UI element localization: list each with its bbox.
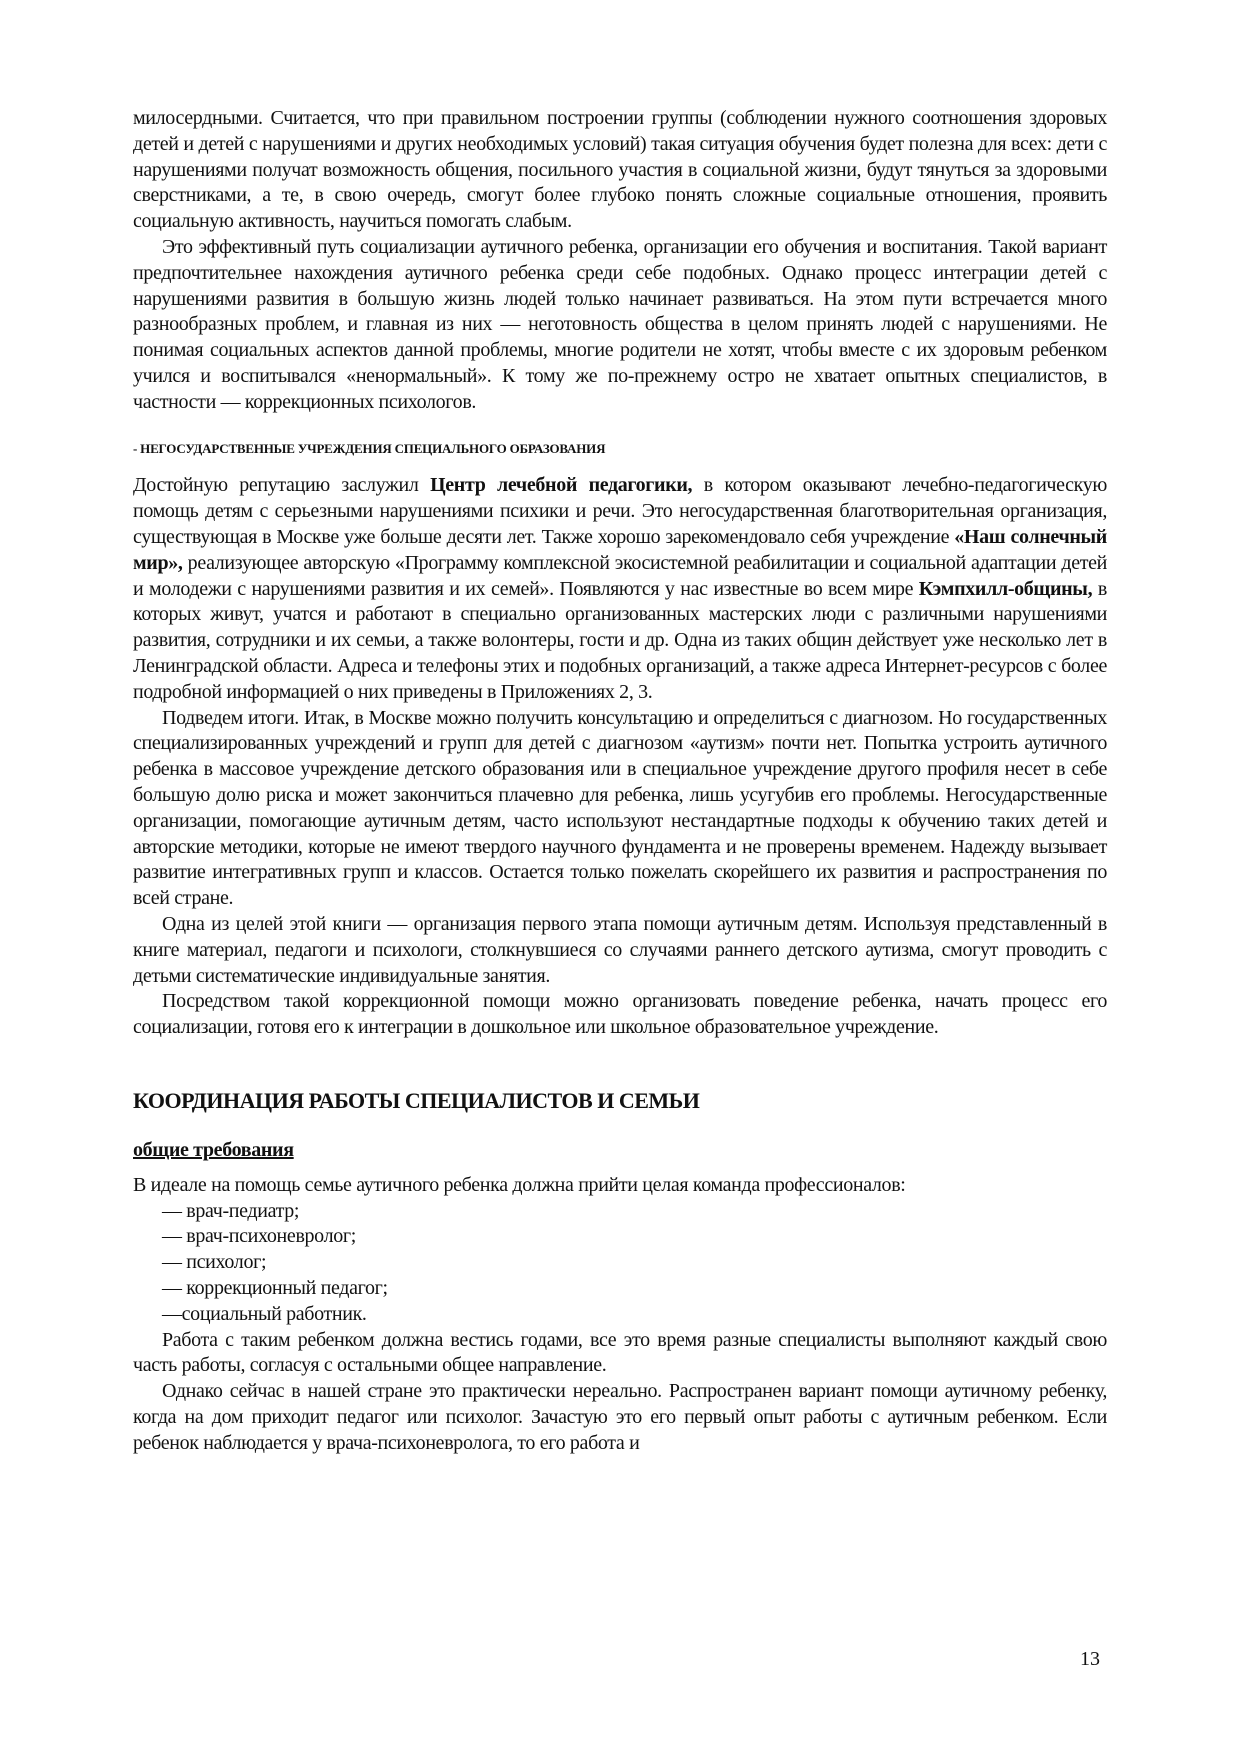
paragraph: Посредством такой коррекционной помощи можно организовать поведение ребенка, начать процесс его социализации, готовя его к интеграции в дошкольное или школьное образовательное учреждение. xyxy=(133,990,1107,1039)
bold-text: «Наш солнечный мир», xyxy=(133,525,1107,574)
paragraph: В идеале на помощь семье аутичного ребенка должна прийти целая команда профессионалов: xyxy=(133,1173,906,1196)
paragraph xyxy=(133,473,1107,705)
bold-text: Кэмпхилл-общины, xyxy=(918,577,1093,600)
paragraph: Одна из целей этой книги — организация первого этапа помощи аутичным детям. Используя представленный в книге материал, педагоги и психологи, столкнувшиеся со случаями раннего детского аутизма, смогут проводить с детьми систематические индивидуальные занятия. xyxy=(133,912,1107,987)
text: реализующее авторскую «Программу комплексной экосистемной реабилитации и социальной адаптации детей и молодежи с нарушениями развития и их семей». Появляются у нас известные во всем мире xyxy=(133,551,1107,600)
paragraph: Подведем итоги. Итак, в Москве можно получить консультацию и определиться с диагнозом. Но государственных специализированных учреждений и групп для детей с диагнозом «аутизм» почти нет. Попытка устроить аутичного ребенка в массовое учреждение детского образования или в специальное учреждение другого профиля несет в себе большую долю риска и может закончиться плачевно для ребенка, лишь усугубив его проблемы. Негосударственные организации, помогающие аутичным детям, часто используют нестандартные подходы к обучению таких детей и авторские методики, которые не имеют твердого научного фундамента и не проверены временем. Надежду вызывает развитие интегративных групп и классов. Остается только пожелать скорейшего их развития и распространения по всей стране. xyxy=(133,706,1107,910)
text: в котором оказывают лечебно-педагогическую помощь детям с серьезными нарушениями психики и речи. Это негосударственная благотворительная организация, существующая в Москве уже больше десяти лет. Также хорошо зарекомендовало себя учреждение xyxy=(133,474,1108,548)
text: Достойную репутацию заслужил xyxy=(133,474,431,497)
page-number: 13 xyxy=(1080,1648,1100,1670)
section-caption: - НЕГОСУДАРСТВЕННЫЕ УЧРЕЖДЕНИЯ СПЕЦИАЛЬНОГО ОБРАЗОВАНИЯ xyxy=(133,440,606,456)
list-item: — врач-психоневролог; xyxy=(162,1225,356,1248)
subheading: общие требования xyxy=(133,1138,294,1161)
section-heading: КООРДИНАЦИЯ РАБОТЫ СПЕЦИАЛИСТОВ И СЕМЬИ xyxy=(133,1087,700,1113)
paragraph: Это эффективный путь социализации аутичного ребенка, организации его обучения и воспитания. Такой вариант предпочтительнее нахождения аутичного ребенка среди себе подобных. Однако процесс интеграции детей с нарушениями развития в большую жизнь людей только начинает развиваться. На этом пути встречается много разнообразных проблем, и главная из них — неготовность общества в целом принять людей с нарушениями. Не понимая социальных аспектов данной проблемы, многие родители не хотят, чтобы вместе с их здоровым ребенком учился и воспитывался «ненормальный». К тому же по-прежнему остро не хватает опытных специалистов, в частности — коррекционных психологов. xyxy=(133,235,1107,413)
text: в которых живут, учатся и работают в специально организованных мастерских люди с различными нарушениями развития, сотрудники и их семьи, а также волонтеры, гости и др. Одна из таких общин действует уже несколько лет в Ленинградской области. Адреса и телефоны этих и подобных организаций, а также адреса Интернет-ресурсов с более подробной информацией о них приведены в Приложениях 2, 3. xyxy=(133,577,1107,703)
list-item: — коррекционный педагог; xyxy=(162,1277,388,1300)
bold-text: Центр лечебной педагогики, xyxy=(430,474,693,497)
list-item: —социальный работник. xyxy=(162,1302,367,1325)
paragraph: Работа с таким ребенком должна вестись годами, все это время разные специалисты выполняют каждый свою часть работы, согласуя с остальными общее направление. xyxy=(133,1328,1107,1377)
list-item: — врач-педиатр; xyxy=(162,1199,300,1222)
paragraph: милосердными. Считается, что при правильном построении группы (соблюдении нужного соотношения здоровых детей и детей с нарушениями и других необходимых условий) такая ситуация обучения будет полезна для всех: дети с нарушениями получат возможность общения, посильного участия в социальной жизни, будут тянуться за здоровыми сверстниками, а те, в свою очередь, смогут более глубоко понять сложные социальные отношения, проявить социальную активность, научиться помогать слабым. xyxy=(133,107,1107,233)
list-item: — психолог; xyxy=(162,1251,267,1274)
document-page xyxy=(133,106,1107,1457)
paragraph: Однако сейчас в нашей стране это практически нереально. Распространен вариант помощи аутичному ребенку, когда на дом приходит педагог или психолог. Зачастую это его первый опыт работы с аутичным ребенком. Если ребенок наблюдается у врача-психоневролога, то его работа и xyxy=(133,1380,1107,1454)
